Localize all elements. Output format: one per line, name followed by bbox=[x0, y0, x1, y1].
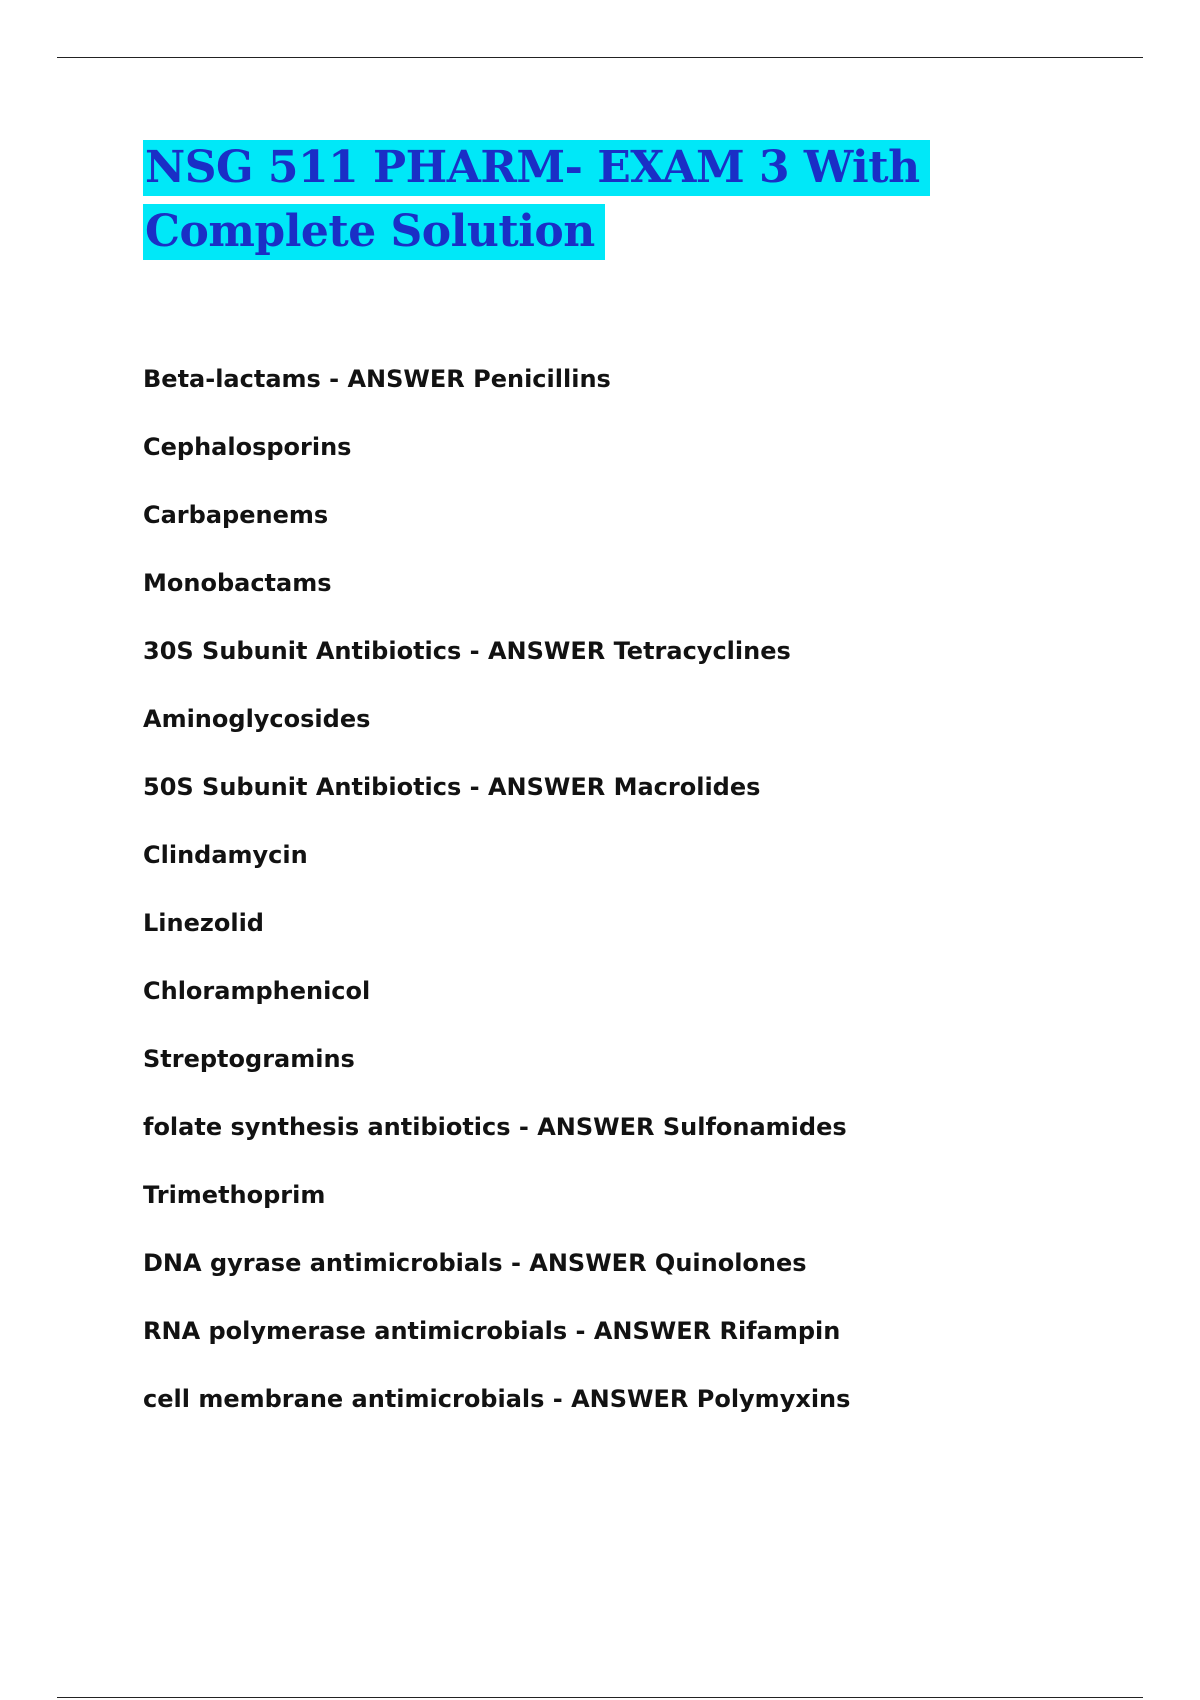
title-line-1: NSG 511 PHARM- EXAM 3 With bbox=[143, 140, 930, 196]
list-item: Chloramphenicol bbox=[143, 977, 371, 1005]
list-item: Linezolid bbox=[143, 909, 264, 937]
footer-rule bbox=[57, 1697, 1143, 1698]
list-item: Monobactams bbox=[143, 569, 332, 597]
list-item: Carbapenems bbox=[143, 501, 329, 529]
list-item: Aminoglycosides bbox=[143, 705, 371, 733]
list-item: cell membrane antimicrobials - ANSWER Polymyxins bbox=[143, 1385, 851, 1413]
list-item: RNA polymerase antimicrobials - ANSWER Rifampin bbox=[143, 1317, 841, 1345]
document-title bbox=[143, 140, 1043, 260]
list-item: folate synthesis antibiotics - ANSWER Sulfonamides bbox=[143, 1113, 847, 1141]
answer-list bbox=[143, 359, 1143, 1447]
list-item: 50S Subunit Antibiotics - ANSWER Macrolides bbox=[143, 773, 761, 801]
list-item: Cephalosporins bbox=[143, 433, 352, 461]
list-item: Clindamycin bbox=[143, 841, 308, 869]
title-line-2: Complete Solution bbox=[143, 204, 605, 260]
list-item: DNA gyrase antimicrobials - ANSWER Quinolones bbox=[143, 1249, 807, 1277]
list-item: Beta-lactams - ANSWER Penicillins bbox=[143, 365, 611, 393]
list-item: Streptogramins bbox=[143, 1045, 355, 1073]
header-rule bbox=[57, 57, 1143, 58]
list-item: 30S Subunit Antibiotics - ANSWER Tetracyclines bbox=[143, 637, 791, 665]
list-item: Trimethoprim bbox=[143, 1181, 326, 1209]
